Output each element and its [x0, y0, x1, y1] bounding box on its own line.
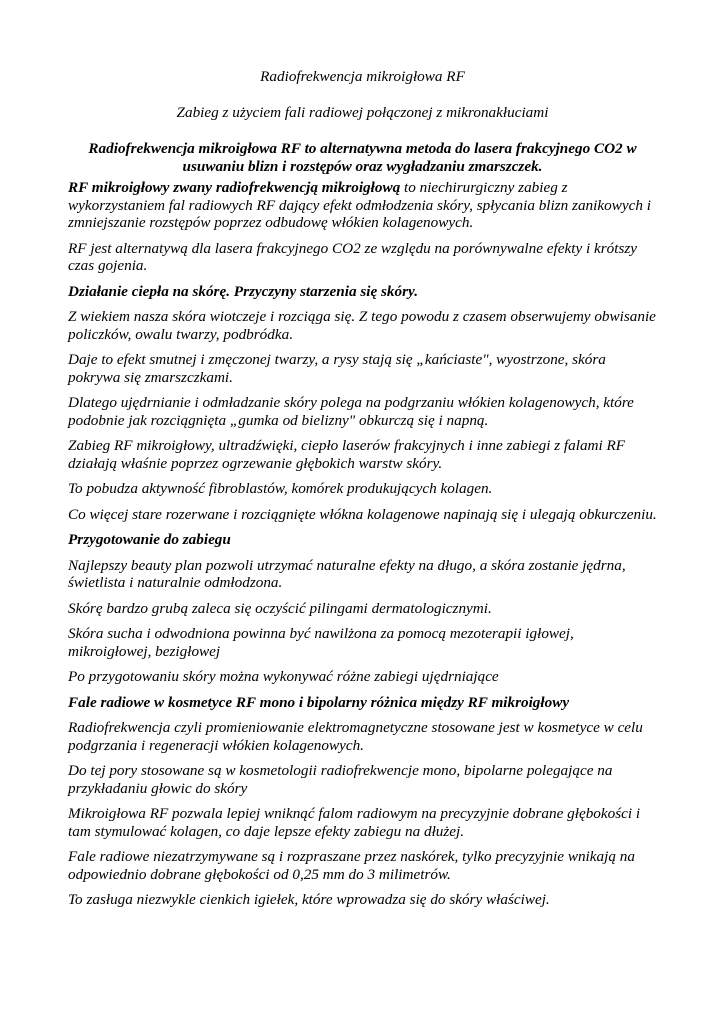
page-title: Radiofrekwencja mikroigłowa RF — [260, 68, 465, 85]
paragraph-dlatego: Dlatego ujędrnianie i odmładzanie skóry polega na podgrzaniu włókien kolagenowych, które podobnie jak rozciągnięta „gumka od bielizny" obkurczą się i napną. — [68, 394, 634, 429]
heading-fale: Fale radiowe w kosmetyce RF mono i bipolarny różnica między RF mikroigłowy — [68, 693, 570, 711]
paragraph-niezatrzymywane: Fale radiowe niezatrzymywane są i rozpraszane przez naskórek, tylko precyzyjnie wnikają na odpowiednio dobrane głębokości od 0,25 mm do 3 milimetrów. — [68, 848, 635, 883]
paragraph-daje: Daje to efekt smutnej i zmęczonej twarzy, a rysy stają się „kańciaste", wyostrzone, skóra pokrywa się zmarszczkami. — [68, 351, 606, 386]
paragraph-do-tej-pory: Do tej pory stosowane są w kosmetologii radiofrekwencje mono, bipolarne polegające na przykładaniu głowic do skóry — [68, 762, 613, 797]
paragraph-wiek: Z wiekiem nasza skóra wiotczeje i rozciąga się. Z tego powodu z czasem obserwujemy obwisanie policzków, owalu twarzy, podbródka. — [68, 308, 656, 343]
paragraph-sucha: Skóra sucha i odwodniona powinna być nawilżona za pomocą mezoterapii igłowej, mikroigłowej, bezigłowej — [68, 625, 574, 660]
paragraph-gruba: Skórę bardzo grubą zaleca się oczyścić pilingami dermatologicznymi. — [68, 599, 492, 617]
paragraph-radio: Radiofrekwencja czyli promieniowanie elektromagnetyczne stosowane jest w kosmetyce w celu podgrzania i regeneracji włókien kolagenowych. — [68, 719, 643, 754]
heading-przygotowanie: Przygotowanie do zabiegu — [68, 531, 231, 548]
lead-paragraph: Radiofrekwencja mikroigłowa RF to alternatywna metoda do lasera frakcyjnego CO2 w usuwaniu blizn i rozstępów oraz wygładzaniu zmarszczek. — [88, 140, 637, 175]
page-subtitle: Zabieg z użyciem fali radiowej połączonej z mikronakłuciami — [176, 103, 549, 121]
paragraph-plan: Najlepszy beauty plan pozwoli utrzymać naturalne efekty na długo, a skóra zostanie jędrna, świetlista i naturalnie odmłodzona. — [68, 556, 626, 591]
paragraph-co-wiecej: Co więcej stare rozerwane i rozciągnięte włókna kolagenowe napinają się i ulegają obkurczeniu. — [68, 505, 657, 523]
paragraph-zabieg: Zabieg RF mikroigłowy, ultradźwięki, ciepło laserów frakcyjnych i inne zabiegi z falami RF działają właśnie poprzez ogrzewanie głębokich warstw skóry. — [68, 437, 626, 472]
paragraph-mikroiglowa: Mikroigłowa RF pozwala lepiej wniknąć falom radiowym na precyzyjnie dobrane głębokości i tam stymulować kolagen, co daje lepsze efekty zabiegu na dłużej. — [68, 805, 641, 840]
intro-paragraph — [68, 179, 657, 232]
intro-bold: RF mikroigłowy zwany radiofrekwencją mikroigłową — [68, 179, 401, 196]
intro-rest: to niechirurgiczny zabieg z wykorzystaniem fal radiowych RF dający efekt odmłodzenia skóry, spłycania blizn zanikowych i zmniejszanie rozstępów poprzez odbudowę włókien kolagenowych. — [68, 179, 651, 231]
paragraph-pobudza: To pobudza aktywność fibroblastów, komórek produkujących kolagen. — [68, 480, 493, 497]
paragraph-po: Po przygotowaniu skóry można wykonywać różne zabiegi ujędrniające — [68, 668, 499, 685]
heading-dzialanie: Działanie ciepła na skórę. Przyczyny starzenia się skóry. — [68, 282, 419, 300]
document-page — [68, 68, 657, 917]
paragraph-alternative: RF jest alternatywą dla lasera frakcyjnego CO2 ze względu na porównywalne efekty i krótszy czas gojenia. — [68, 239, 638, 274]
paragraph-zasluga: To zasługa niezwykle cienkich igiełek, które wprowadza się do skóry właściwej. — [68, 891, 550, 908]
